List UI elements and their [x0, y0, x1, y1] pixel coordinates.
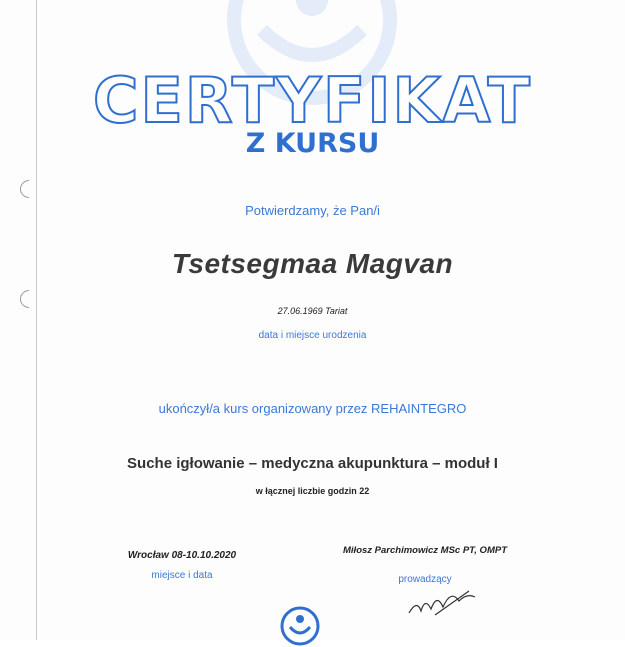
certificate-title: CERTYFIKAT [93, 64, 532, 137]
place-date: Wrocław 08-10.10.2020 [127, 550, 237, 561]
binder-hole-mark [16, 176, 41, 201]
instructor-name: Miłosz Parchimowicz MSc PT, OMPT [343, 545, 507, 556]
place-date-label: miejsce i data [151, 570, 213, 581]
course-hours: w łącznej liczbie godzin 22 [255, 486, 370, 496]
recipient-name: Tsetsegmaa Magvan [171, 248, 454, 279]
confirmation-text: Potwierdzamy, że Pan/i [245, 203, 380, 218]
birth-label: data i miejsce urodzenia [258, 330, 367, 341]
birth-info: 27.06.1969 Tariat [277, 306, 348, 316]
organization-logo-icon [279, 605, 321, 647]
completion-text: ukończył/a kurs organizowany przez REHAINTEGRO [158, 401, 467, 416]
certificate-subtitle: Z KURSU [245, 128, 380, 159]
instructor-label: prowadzący [398, 574, 452, 585]
handwritten-signature-icon [405, 585, 485, 619]
course-title: Suche igłowanie – medyczna akupunktura – moduł I [127, 455, 498, 472]
